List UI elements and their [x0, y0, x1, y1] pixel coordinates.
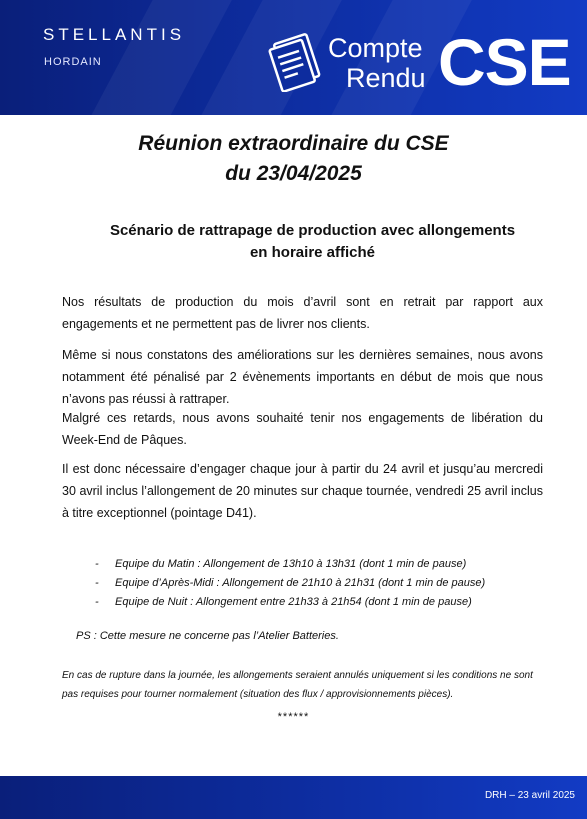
- subtitle-line: Scénario de rattrapage de production avec allongements: [109, 222, 516, 239]
- header-banner: [0, 0, 587, 115]
- site-name: HORDAIN: [44, 56, 102, 68]
- document-date: du 23/04/2025: [225, 162, 362, 185]
- bullet-marker: -: [95, 577, 99, 589]
- paragraph: Il est donc nécessaire d’engager chaque jour à partir du 24 avril et jusqu’au mercredi 30 avril inclus l’allongement de 20 minutes sur chaque tournée, vendredi 25 avril inclus à titre exceptionnel (pointage D41).: [62, 462, 543, 520]
- ps-note: PS : Cette mesure ne concerne pas l’Atelier Batteries.: [76, 630, 339, 642]
- compte-label: Compte: [328, 33, 423, 63]
- paragraph: Nos résultats de production du mois d’avril sont en retrait par rapport aux engagements et ne permettent pas de livrer nos clients.: [62, 295, 543, 331]
- footer-banner: [0, 776, 587, 819]
- paragraph: Même si nous constatons des améliorations sur les dernières semaines, nous avons notamment été pénalisé par 2 évènements importants en début de mois que nous n’avons pas réussi à rattraper.: [62, 348, 543, 406]
- section-subtitle: [60, 220, 565, 264]
- list-item: [95, 574, 565, 593]
- list-item: [95, 555, 565, 574]
- document-icon: [264, 30, 330, 92]
- document-title: Réunion extraordinaire du CSE: [138, 132, 449, 155]
- separator: ******: [277, 711, 310, 723]
- bullet-marker: -: [95, 596, 99, 608]
- schedule-list: [95, 555, 565, 612]
- list-item-text: Equipe d’Après-Midi : Allongement de 21h10 à 21h31 (dont 1 min de pause): [115, 577, 486, 589]
- bullet-marker: -: [95, 558, 99, 570]
- stellantis-logo: STELLANTIS: [43, 25, 186, 44]
- paragraph: Malgré ces retards, nous avons souhaité tenir nos engagements de libération du Week-End de Pâques.: [62, 411, 543, 447]
- cse-label: CSE: [438, 25, 571, 99]
- rendu-label: Rendu: [346, 63, 426, 93]
- footer-date: DRH – 23 avril 2025: [484, 790, 575, 801]
- list-item: [95, 593, 565, 612]
- list-item-text: Equipe du Matin : Allongement de 13h10 à 13h31 (dont 1 min de pause): [115, 558, 467, 570]
- list-item-text: Equipe de Nuit : Allongement entre 21h33 à 21h54 (dont 1 min de pause): [115, 596, 472, 608]
- cancellation-note: En cas de rupture dans la journée, les allongements seraient annulés uniquement si les conditions ne sont pas requises pour tourner normalement (situation des flux / approvisionnements pièces).: [62, 670, 533, 700]
- subtitle-line: en horaire affiché: [249, 244, 376, 261]
